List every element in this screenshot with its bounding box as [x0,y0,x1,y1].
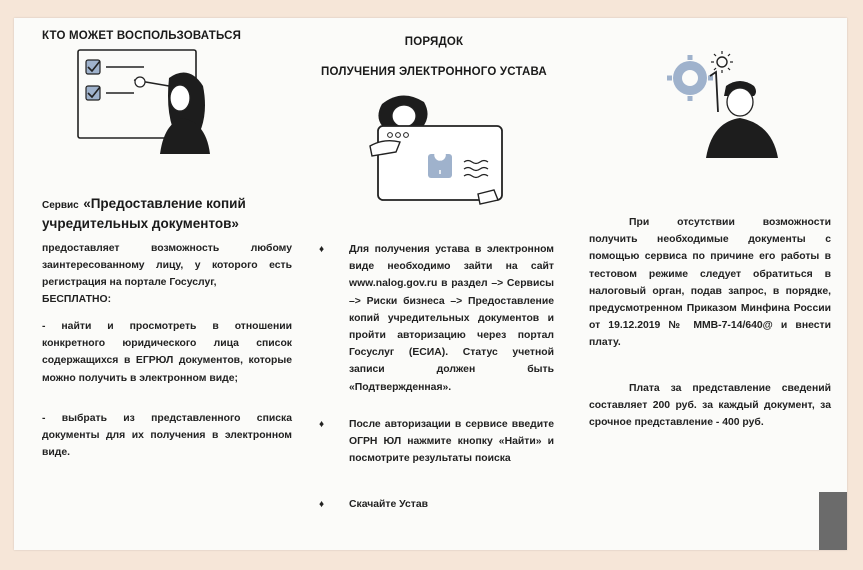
step-search-ogrn: ♦ После авторизации в сервисе введите ОГРН ЮЛ нажмите кнопку «Найти» и посмотрите результаты поиска [349,416,554,468]
checklist-woman-illustration [74,46,224,156]
step-download-charter: ♦ Скачайте Устав [349,496,554,513]
col3-request-info: При отсутствии возможности получить необходимые документы с помощью сервиса по причине его работы в тестовом режиме следует обратиться в налоговый орган, подав запрос, в порядке, предусмотренном Приказом Минфина России от 19.12.2019 № ММВ-7-14/640@ и внести плату. [589,217,831,349]
service-prefix: Сервис [42,200,79,211]
col2-heading-line1: ПОРЯДОК [404,36,464,48]
col1-service-title [42,194,292,234]
map-card-woman-illustration [352,90,512,210]
col1-item-select: - выбрать из представленного списка документы для их получения в электронном виде. [42,413,292,459]
service-description: предоставляет возможность любому заинтересованному лицу, у которого есть регистрация на портале Госуслуг, [42,243,292,289]
col1-heading: КТО МОЖЕТ ВОСПОЛЬЗОВАТЬСЯ [42,30,242,42]
bullet-diamond-icon: ♦ [319,418,325,430]
col1-item-view: - найти и просмотреть в отношении конкретного юридического лица список содержащихся в ЕГРЮЛ документов, которые можно получить в электронном виде; [42,321,292,384]
service-name: «Предоставление копий учредительных документов» [42,196,246,231]
col3-fee-info: Плата за представление сведений составляет 200 руб. за каждый документ, за срочное представление - 400 руб. [589,383,831,429]
col2-steps-list [319,241,554,514]
bullet-diamond-icon: ♦ [319,499,325,511]
service-free-label: БЕСПЛАТНО: [42,294,112,305]
step-open-site: ♦ Для получения устава в электронном виде необходимо зайти на сайт www.nalog.gov.ru в раздел –> Сервисы –> Риски бизнеса –> Предоставление копий учредительных документов и пройти авторизацию через портал Госуслуг (ЕСИА). Статус учетной записи должен быть «Подтвержденная». [349,241,554,396]
col2-heading-line2: ПОЛУЧЕНИЯ ЭЛЕКТРОННОГО УСТАВА [321,66,547,78]
corner-shadow-block [819,492,847,550]
leaflet-sheet [14,18,847,550]
thinking-man-illustration [666,50,786,160]
bullet-diamond-icon: ♦ [319,244,325,255]
